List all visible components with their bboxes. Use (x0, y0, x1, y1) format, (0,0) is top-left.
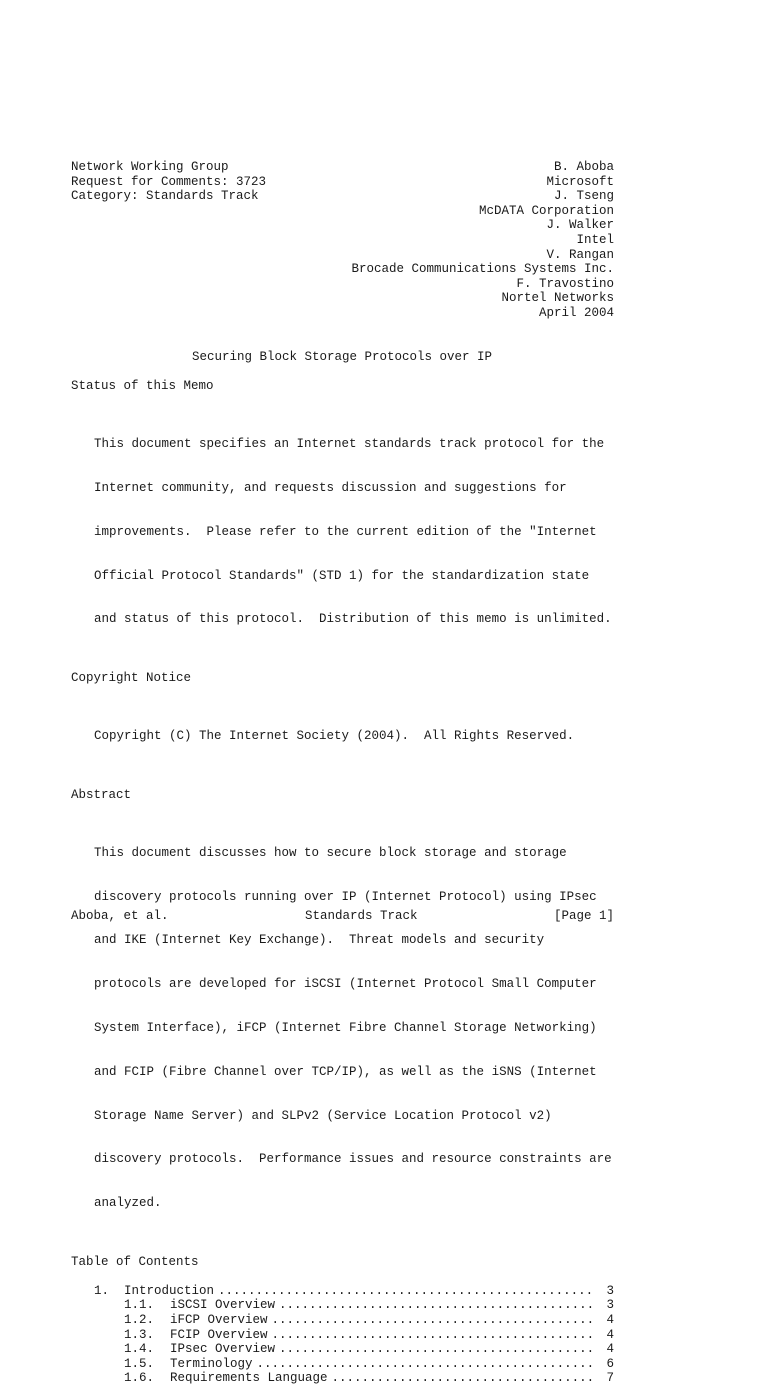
toc-entry-requirements-language[interactable] (71, 1371, 614, 1386)
header-left-line: Network Working Group (71, 160, 229, 174)
section-heading-toc: Table of Contents (71, 1254, 199, 1269)
toc-entry-terminology[interactable] (71, 1357, 614, 1372)
status-paragraph (71, 408, 614, 656)
header-row (71, 233, 614, 248)
toc-entry-number: 1. (94, 1283, 110, 1298)
header-right-line: Intel (576, 232, 614, 247)
footer-category: Standards Track (304, 909, 418, 923)
toc-entry-fcip-overview[interactable] (71, 1328, 614, 1343)
footer-page-number: [Page 1] (553, 909, 614, 923)
toc-entry-number: 1.5. (124, 1356, 155, 1371)
toc-entry-title: Terminology (170, 1356, 253, 1371)
toc-entry-page: 3 (606, 1298, 614, 1313)
abstract-paragraph (71, 817, 614, 1240)
toc-entry-page: 4 (606, 1312, 614, 1327)
paragraph-line: and FCIP (Fibre Channel over TCP/IP), as well as the iSNS (Internet (94, 1064, 597, 1079)
header-right-line: F. Travostino (516, 276, 614, 291)
toc-entry-title: IPsec Overview (170, 1342, 276, 1357)
toc-entry-title: Introduction (124, 1283, 215, 1298)
header-row (71, 291, 614, 306)
section-heading-status: Status of this Memo (71, 378, 214, 393)
header-right-line: April 2004 (538, 305, 614, 320)
header-row (71, 277, 614, 292)
paragraph-line: Storage Name Server) and SLPv2 (Service Location Protocol v2) (94, 1108, 552, 1123)
toc-leader-dots (214, 1284, 594, 1299)
paragraph-line: This document specifies an Internet standards track protocol for the (94, 437, 605, 452)
paragraph-line: Official Protocol Standards" (STD 1) for the standardization state (94, 568, 590, 583)
toc-leader-dots (328, 1371, 594, 1386)
header-right-line: Microsoft (546, 174, 614, 189)
toc-entry-page: 3 (606, 1283, 614, 1298)
section-heading-abstract: Abstract (71, 787, 132, 802)
paragraph-line: and IKE (Internet Key Exchange). Threat models and security (94, 933, 545, 948)
header-left-line: Category: Standards Track (71, 189, 259, 204)
footer-authors: Aboba, et al. (71, 909, 169, 923)
paragraph-line: discovery protocols running over IP (Internet Protocol) using IPsec (94, 889, 597, 904)
paragraph-line: analyzed. (94, 1196, 162, 1211)
toc-entry-number: 1.6. (124, 1371, 155, 1386)
header-right-line: Brocade Communications Systems Inc. (351, 262, 614, 277)
toc-leader-dots (253, 1357, 594, 1372)
toc-entry-number: 1.4. (124, 1342, 155, 1357)
paragraph-line: Internet community, and requests discussion and suggestions for (94, 481, 567, 496)
toc-leader-dots (268, 1313, 594, 1328)
toc-entry-title: iSCSI Overview (170, 1298, 276, 1313)
paragraph-line: discovery protocols. Performance issues and resource constraints are (94, 1152, 612, 1167)
header-row (71, 218, 614, 233)
header-right-line: McDATA Corporation (478, 203, 614, 218)
toc-leader-dots (268, 1328, 594, 1343)
header-row (71, 262, 614, 277)
toc-entry-page: 6 (606, 1356, 614, 1371)
header-row (71, 175, 614, 190)
paragraph-line: and status of this protocol. Distribution of this memo is unlimited. (94, 612, 612, 627)
paragraph-line: This document discusses how to secure block storage and storage (94, 845, 567, 860)
toc-entry-page: 7 (606, 1371, 614, 1386)
toc-entry-title: FCIP Overview (170, 1327, 268, 1342)
toc-entry-title: iFCP Overview (170, 1312, 268, 1327)
header-right-line: B. Aboba (553, 160, 614, 174)
header-row (71, 160, 614, 175)
header-right-line: J. Walker (546, 218, 614, 233)
toc-entry-title: Requirements Language (170, 1371, 328, 1386)
toc-entry-introduction[interactable] (71, 1284, 614, 1299)
header-row (71, 204, 614, 219)
header-row (71, 306, 614, 321)
toc-leader-dots (275, 1342, 594, 1357)
toc-entry-ifcp-overview[interactable] (71, 1313, 614, 1328)
header-left-line: Request for Comments: 3723 (71, 174, 267, 189)
toc-entry-number: 1.2. (124, 1312, 155, 1327)
document-title: Securing Block Storage Protocols over IP (192, 349, 493, 364)
rfc-page (71, 160, 614, 1386)
page-footer (71, 909, 614, 923)
toc-leader-dots (275, 1298, 594, 1313)
paragraph-line: protocols are developed for iSCSI (Internet Protocol Small Computer (94, 977, 597, 992)
toc-entry-page: 4 (606, 1327, 614, 1342)
toc-entry-ipsec-overview[interactable] (71, 1342, 614, 1357)
toc-entry-iscsi-overview[interactable] (71, 1298, 614, 1313)
copyright-paragraph (71, 700, 614, 773)
section-heading-copyright: Copyright Notice (71, 670, 192, 685)
toc-entry-page: 4 (606, 1342, 614, 1357)
header-row (71, 189, 614, 204)
toc-entry-number: 1.3. (124, 1327, 155, 1342)
header-right-line: V. Rangan (546, 247, 614, 262)
paragraph-line: Copyright (C) The Internet Society (2004). All Rights Reserved. (94, 729, 575, 744)
header-row (71, 248, 614, 263)
header-right-line: Nortel Networks (501, 291, 614, 306)
paragraph-line: System Interface), iFCP (Internet Fibre Channel Storage Networking) (94, 1021, 597, 1036)
paragraph-line: improvements. Please refer to the current edition of the "Internet (94, 524, 597, 539)
header-right-line: J. Tseng (553, 189, 614, 204)
toc-entry-number: 1.1. (124, 1298, 155, 1313)
